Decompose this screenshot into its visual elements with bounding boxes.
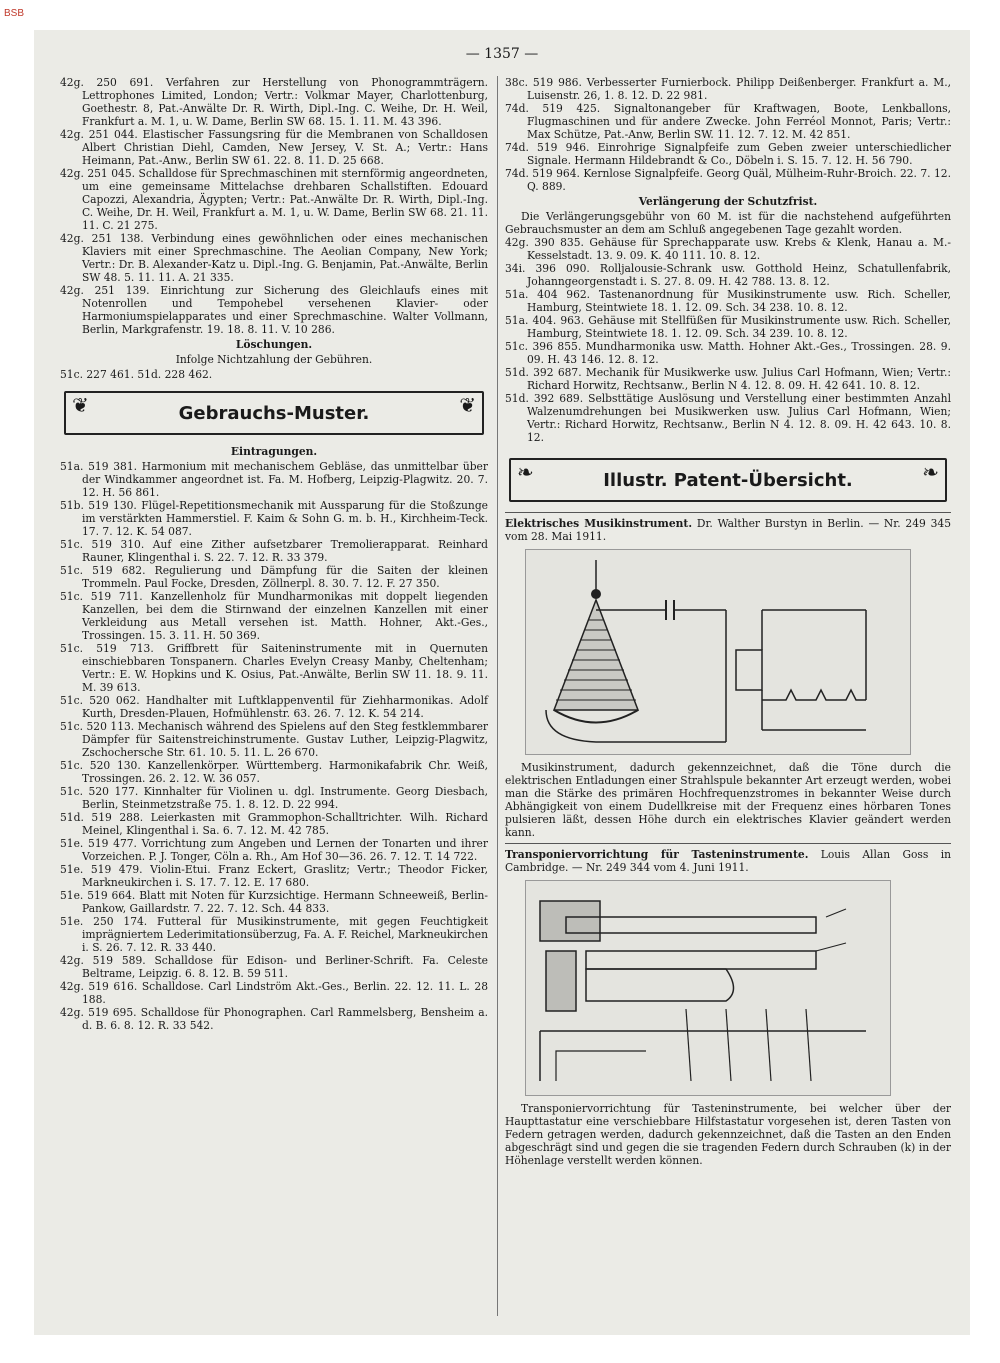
patent-entry: 42g. 519 616. Schalldose. Carl Lindström Akt.-Ges., Berlin. 22. 12. 11. L. 28 188. xyxy=(60,980,488,1006)
patent-entry: 51c. 520 177. Kinnhalter für Violinen u. dgl. Instrumente. Georg Diesbach, Berlin, Steinmetzstraße 75. 1. 8. 12. D. 22 994. xyxy=(60,785,488,811)
patent-uebersicht-banner xyxy=(509,458,947,502)
figure-keyboard-mechanism xyxy=(525,880,891,1096)
elektrisch-heading xyxy=(505,517,951,543)
patent-entry: 51e. 250 174. Futteral für Musikinstrumente, mit gegen Feuchtigkeit imprägniertem Lederimitationsüberzug, Fa. A. F. Reichel, Markneukirchen i. S. 26. 7. 12. R. 33 440. xyxy=(60,915,488,954)
ornament-icon: ❦ xyxy=(459,393,476,417)
separator xyxy=(505,843,951,844)
patent-entry: 51a. 404. 963. Gehäuse mit Stellfüßen für Musikinstrumente usw. Rich. Scheller, Hamburg, Steintwiete 18. 1. 12. 09. Sch. 34 239. 10. 8. 12. xyxy=(505,314,951,340)
patent-entries-right-top xyxy=(505,76,951,193)
elektrisch-description: Musikinstrument, dadurch gekennzeichnet, daß die Töne durch die elektrischen Entladungen einer Strahlspule bekannter Art erzeugt werden, wobei man die Stärke des primären Hochfrequenzstromes in bekannter Weise durch Abhängigkeit von einem Dudellkreise mit der Frequenz eines hörbaren Tones pulsieren läßt, dessen Höhe durch ein elektrisches Klavier geändert werden kann. xyxy=(505,761,951,839)
transp-meta: Louis Allan Goss in Cambridge. — Nr. 249 344 vom 4. Juni 1911. xyxy=(505,848,951,874)
figure-coil-circuit xyxy=(525,549,911,755)
column-divider xyxy=(497,76,498,1316)
transp-heading xyxy=(505,848,951,874)
library-mark: BSB xyxy=(4,8,25,19)
keyboard-diagram xyxy=(526,881,890,1095)
loeschungen-line: 51c. 227 461. 51d. 228 462. xyxy=(60,368,213,381)
separator xyxy=(505,512,951,513)
left-column xyxy=(60,76,488,1032)
patent-entry: 51c. 520 130. Kanzellenkörper. Württemberg. Harmonikafabrik Chr. Weiß, Trossingen. 26. 2. 12. W. 36 057. xyxy=(60,759,488,785)
verlaengerung-intro: Die Verlängerungsgebühr von 60 M. ist für die nachstehend aufgeführten Gebrauchsmuster an dem am Schluß angegebenen Tage gezahlt worden. xyxy=(505,210,951,236)
patent-entry: 42g. 519 695. Schalldose für Phonographen. Carl Rammelsberg, Bensheim a. d. B. 6. 8. 12. R. 33 542. xyxy=(60,1006,488,1032)
patent-entry: 51e. 519 479. Violin-Etui. Franz Eckert, Graslitz; Vertr.; Theodor Ficker, Markneukirchen i. S. 17. 7. 12. E. 17 680. xyxy=(60,863,488,889)
patent-entry: 38c. 519 986. Verbesserter Furnierbock. Philipp Deißenberger. Frankfurt a. M., Luisenstr. 26, 1. 8. 12. D. 22 981. xyxy=(505,76,951,102)
gebrauchsmuster-entries xyxy=(60,460,488,1032)
right-column xyxy=(505,76,951,1167)
patent-entry: 42g. 251 139. Einrichtung zur Sicherung des Gleichlaufs eines mit Notenrollen und Tempohebel versehenen Klavier- oder Harmoniumspielapparates und einer Sprechmaschine. Walter Vollmann, Berlin, Markgrafenstr. 19. 18. 8. 11. V. 10 286. xyxy=(60,284,488,336)
patent-entry: 51b. 519 130. Flügel-Repetitionsmechanik mit Aussparung für die Stoßzunge im verstärkten Hammerstiel. F. Kaim & Sohn G. m. b. H., Kirchheim-Teck. 17. 7. 12. K. 54 087. xyxy=(60,499,488,538)
patent-entry: 51a. 404 962. Tastenanordnung für Musikinstrumente usw. Rich. Scheller, Hamburg, Steintwiete 18. 1. 12. 09. Sch. 34 238. 10. 8. 12. xyxy=(505,288,951,314)
gebrauchsmuster-banner xyxy=(64,391,484,435)
patent-entry: 51d. 519 288. Leierkasten mit Grammophon-Schalltrichter. Wilh. Richard Meinel, Klingenthal i. Sa. 6. 7. 12. M. 42 785. xyxy=(60,811,488,837)
patent-entry: 51c. 519 711. Kanzellenholz für Mundharmonikas mit doppelt liegenden Kanzellen, bei dem die Stirnwand der einzelnen Kanzellen mit einer Verkleidung aus Metall versehen ist. Matth. Hohner, Akt.-Ges., Trossingen. 15. 3. 11. H. 50 369. xyxy=(60,590,488,642)
banner-title: Illustr. Patent-Übersicht. xyxy=(603,469,853,491)
coil-diagram xyxy=(526,550,910,754)
patent-entries-top xyxy=(60,76,488,336)
patent-entry: 51c. 519 713. Griffbrett für Saiteninstrumente mit in Quernuten einschiebbaren Tonspanern. Charles Evelyn Creasy Manby, Cheltenham; Vertr.: E. W. Hopkins und K. Osius, Pat.-Anwälte, Berlin SW 11. 18. 9. 11. M. 39 613. xyxy=(60,642,488,694)
patent-entry: 42g. 251 044. Elastischer Fassungsring für die Membranen von Schalldosen Albert Christian Diehl, Camden, New Jersey, V. St. A.; Vertr.: Hans Heimann, Pat.-Anw., Berlin SW 61. 22. 8. 11. D. 25 668. xyxy=(60,128,488,167)
patent-entry: 34i. 396 090. Rolljalousie-Schrank usw. Gotthold Heinz, Schatullenfabrik, Johanngeorgenstadt i. S. 27. 8. 09. H. 42 788. 13. 8. 12. xyxy=(505,262,951,288)
patent-entry: 51e. 519 664. Blatt mit Noten für Kurzsichtige. Hermann Schneeweiß, Berlin-Pankow, Gaillardstr. 7. 22. 7. 12. Sch. 44 833. xyxy=(60,889,488,915)
ornament-icon: ❧ xyxy=(922,460,939,484)
patent-entry: 42g. 519 589. Schalldose für Edison- und Berliner-Schrift. Fa. Celeste Beltrame, Leipzig. 6. 8. 12. B. 59 511. xyxy=(60,954,488,980)
elektrisch-meta: Dr. Walther Burstyn in Berlin. — Nr. 249 345 vom 28. Mai 1911. xyxy=(505,517,951,543)
ornament-icon: ❦ xyxy=(72,393,89,417)
patent-entry: 51c. 519 310. Auf eine Zither aufsetzbarer Tremolierapparat. Reinhard Rauner, Klingenthal i. S. 22. 7. 12. R. 33 379. xyxy=(60,538,488,564)
loeschungen-heading: Löschungen. xyxy=(235,338,313,351)
patent-entry: 42g. 251 138. Verbindung eines gewöhnlichen oder eines mechanischen Klaviers mit einer Sprechmaschine. The Aeolian Company, New York; Vertr.: Dr. B. Alexander-Katz u. Dipl.-Ing. G. Benjamin, Pat.-Anwälte, Berlin SW 48. 5. 11. 11. A. 21 335. xyxy=(60,232,488,284)
patent-entry: 42g. 390 835. Gehäuse für Sprechapparate usw. Krebs & Klenk, Hanau a. M.-Kesselstadt. 13. 9. 09. K. 40 111. 10. 8. 12. xyxy=(505,236,951,262)
verlaengerung-heading: Verlängerung der Schutzfrist. xyxy=(638,195,818,208)
patent-entry: 51c. 520 113. Mechanisch während des Spielens auf den Steg festklemmbarer Dämpfer für Saitenstreichinstrumente. Gustav Luther, Leipzig-Plagwitz, Zschochersche Str. 61. 10. 5. 11. L. 26 670. xyxy=(60,720,488,759)
transp-description: Transponiervorrichtung für Tasteninstrumente, bei welcher über der Haupttastatur eine verschiebbare Hilfstastatur vorgesehen ist, deren Tasten von Federn getragen werden, dadurch gekennzeichnet, daß die Tasten an den Enden abgeschrägt sind und gegen die sie tragenden Federn durch Schrauben (k) in der Höhenlage verstellt werden können. xyxy=(505,1102,951,1167)
eintragungen-heading: Eintragungen. xyxy=(230,445,318,458)
patent-entry: 51e. 519 477. Vorrichtung zum Angeben und Lernen der Tonarten und ihrer Vorzeichen. P. J. Tonger, Cöln a. Rh., Am Hof 30—36. 26. 7. 12. T. 14 722. xyxy=(60,837,488,863)
patent-entry: 51c. 396 855. Mundharmonika usw. Matth. Hohner Akt.-Ges., Trossingen. 28. 9. 09. H. 43 146. 12. 8. 12. xyxy=(505,340,951,366)
patent-entry: 51c. 520 062. Handhalter mit Luftklappenventil für Ziehharmonikas. Adolf Kurth, Dresden-Plauen, Hofmühlenstr. 63. 26. 7. 12. K. 54 214. xyxy=(60,694,488,720)
loeschungen-subheading: Infolge Nichtzahlung der Gebühren. xyxy=(175,353,373,366)
banner-title: Gebrauchs-Muster. xyxy=(178,402,370,424)
page-number: — 1357 — xyxy=(465,46,539,62)
patent-entry: 51d. 392 689. Selbsttätige Auslösung und Verstellung einer bestimmten Anzahl Walzenumdrehungen bei Musikwerken usw. Julius Carl Hofmann, Wien; Vertr.: Richard Horwitz, Rechtsanw., Berlin N 4. 12. 8. 09. H. 42 643. 10. 8. 12. xyxy=(505,392,951,444)
patent-entry: 51d. 392 687. Mechanik für Musikwerke usw. Julius Carl Hofmann, Wien; Vertr.: Richard Horwitz, Rechtsanw., Berlin N 4. 12. 8. 09. H. 42 641. 10. 8. 12. xyxy=(505,366,951,392)
journal-page xyxy=(34,30,970,1335)
patent-entry: 74d. 519 425. Signaltonangeber für Kraftwagen, Boote, Lenkballons, Flugmaschinen und für andere Zwecke. John Ferréol Monnot, Paris; Vertr.: Max Schütze, Pat.-Anw, Berlin SW. 11. 12. 7. 12. M. 42 851. xyxy=(505,102,951,141)
patent-entry: 51a. 519 381. Harmonium mit mechanischem Gebläse, das unmittelbar über der Windkammer angeordnet ist. Fa. M. Hofberg, Leipzig-Plagwitz. 20. 7. 12. H. 56 861. xyxy=(60,460,488,499)
patent-entry: 74d. 519 964. Kernlose Signalpfeife. Georg Quäl, Mülheim-Ruhr-Broich. 22. 7. 12. Q. 889. xyxy=(505,167,951,193)
verlaengerung-entries xyxy=(505,236,951,444)
patent-entry: 42g. 251 045. Schalldose für Sprechmaschinen mit sternförmig angeordneten, um eine gemeinsame Mittelachse drehbaren Schallstiften. Edouard Capozzi, Alexandria, Ägypten; Vertr.: Pat.-Anwälte Dr. R. Wirth, Dipl.-Ing. C. Weihe, Dr. H. Weil, Frankfurt a. M. 1, u. W. Dame, Berlin SW 68. 21. 11. 11. C. 21 275. xyxy=(60,167,488,232)
patent-entry: 42g. 250 691. Verfahren zur Herstellung von Phonogrammträgern. Lettrophones Limited, London; Vertr.: Volkmar Mayer, Charlottenburg, Goethestr. 8, Pat.-Anwälte Dr. R. Wirth, Dipl.-Ing. C. Weihe, Dr. H. Weil, Frankfurt a. M. 1, u. W. Dame, Berlin SW 68. 15. 1. 11. M. 43 396. xyxy=(60,76,488,128)
patent-entry: 51c. 519 682. Regulierung und Dämpfung für die Saiten der kleinen Trommeln. Paul Focke, Dresden, Zöllnerpl. 8. 30. 7. 12. F. 27 350. xyxy=(60,564,488,590)
elektrisch-title: Elektrisches Musikinstrument. xyxy=(505,517,693,530)
ornament-icon: ❧ xyxy=(517,460,534,484)
patent-entry: 74d. 519 946. Einrohrige Signalpfeife zum Geben zweier unterschiedlicher Signale. Hermann Hildebrandt & Co., Döbeln i. S. 15. 7. 12. H. 56 790. xyxy=(505,141,951,167)
transp-title: Transponiervorrichtung für Tasteninstrumente. xyxy=(505,848,809,861)
